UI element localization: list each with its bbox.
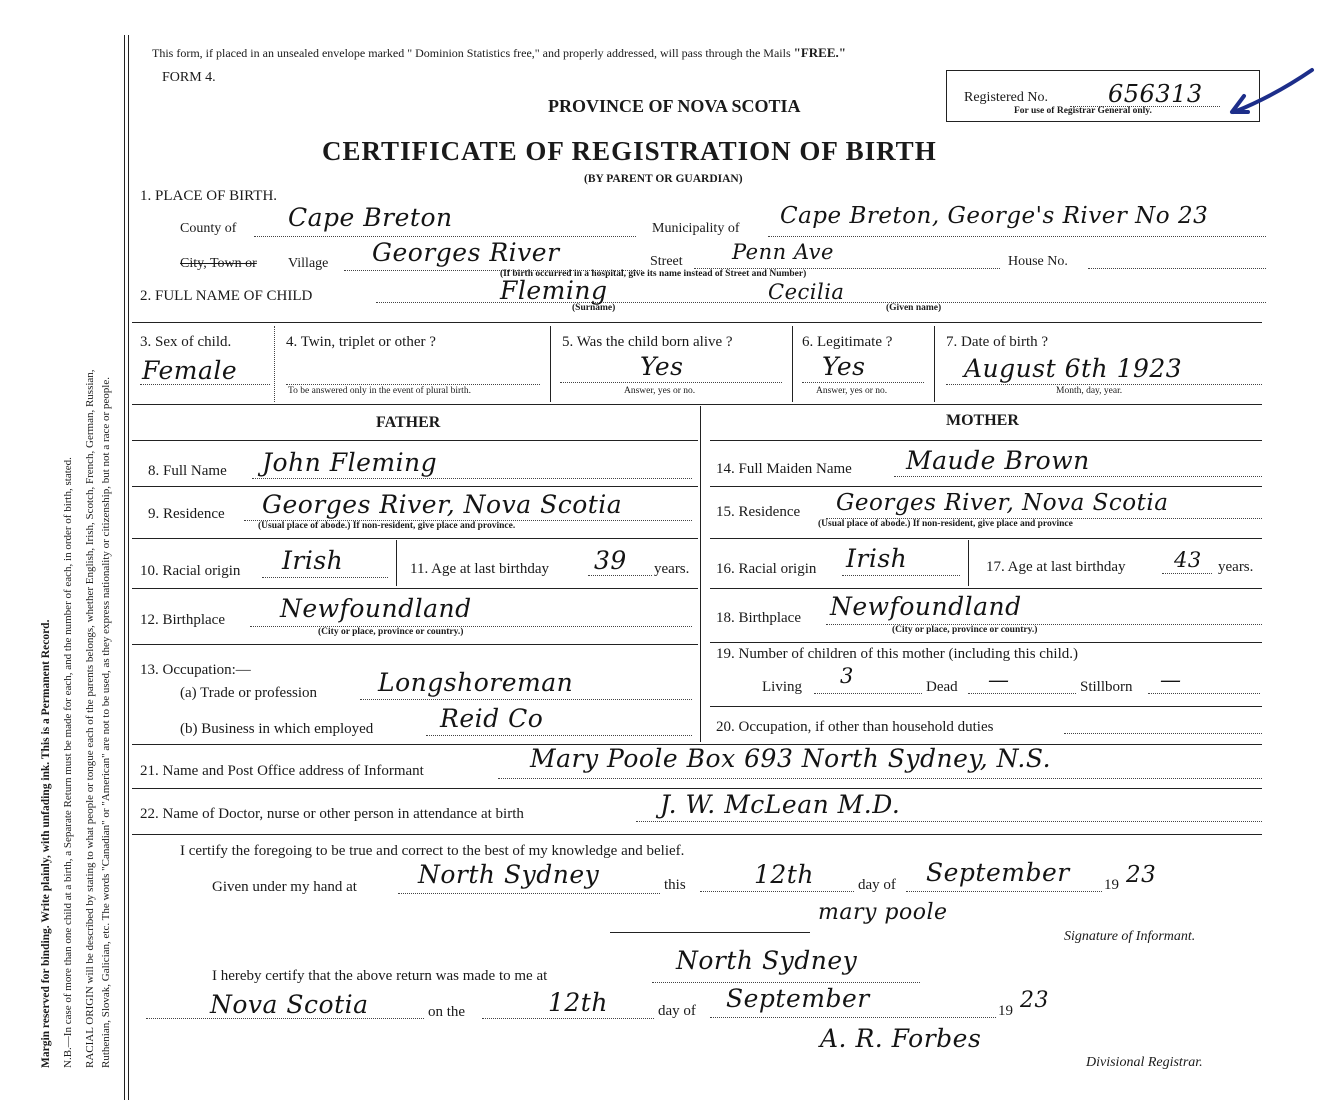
living-value: 3 xyxy=(840,664,854,688)
municipality-line xyxy=(768,236,1266,237)
father-racial-line xyxy=(262,577,388,578)
informant-label: 21. Name and Post Office address of Informant xyxy=(140,763,424,779)
certificate-title: CERTIFICATE OF REGISTRATION OF BIRTH xyxy=(322,136,937,166)
form-number: FORM 4. xyxy=(162,70,216,85)
margin-rule-inner xyxy=(128,35,129,1100)
trade-value: Longshoreman xyxy=(378,668,574,697)
mother-occupation-line xyxy=(1064,733,1262,734)
margin-note-racial-origin: RACIAL ORIGIN will be described by stating to what people or tongue each of the parents belongs, whether English, Irish, Scotch, French, German, Russian, xyxy=(84,369,96,1068)
province-heading: PROVINCE OF NOVA SCOTIA xyxy=(548,96,801,116)
county-value: Cape Breton xyxy=(288,203,453,232)
informant-signature-line-left xyxy=(610,932,810,933)
dead-label: Dead xyxy=(926,679,958,695)
village-label: Village xyxy=(288,256,329,271)
father-residence-note: (Usual place of abode.) If non-resident, give place and province. xyxy=(258,521,516,531)
sex-line xyxy=(140,384,270,385)
mother-residence-value: Georges River, Nova Scotia xyxy=(836,490,1169,516)
cert-month-line xyxy=(906,891,1102,892)
mother-occupation-label: 20. Occupation, if other than household duties xyxy=(716,719,994,735)
certificate-subtitle: (BY PARENT OR GUARDIAN) xyxy=(584,173,743,185)
twin-line xyxy=(286,384,540,385)
informant-line xyxy=(498,778,1262,779)
occupation-label: 13. Occupation:— xyxy=(140,662,251,678)
cert-day-value: 12th xyxy=(754,860,814,889)
sep-6 xyxy=(934,326,935,402)
living-label: Living xyxy=(762,679,802,695)
mother-age-line xyxy=(1162,573,1212,574)
father-heading-rule xyxy=(132,440,698,441)
hospital-note: (If birth occurred in a hospital, give its name instead of Street and Number) xyxy=(500,269,807,279)
alive-value: Yes xyxy=(640,352,684,381)
dob-line xyxy=(946,384,1262,385)
informant-value: Mary Poole Box 693 North Sydney, N.S. xyxy=(530,744,1052,773)
certification-statement: I certify the foregoing to be true and correct to the best of my knowledge and belief. xyxy=(180,843,685,859)
legitimate-note: Answer, yes or no. xyxy=(816,386,888,396)
margin-note-binding: Margin reserved for binding. Write plainly, with unfading ink. This is a Permanent Record. xyxy=(40,619,52,1068)
legitimate-value: Yes xyxy=(822,352,866,381)
father-heading: FATHER xyxy=(376,414,441,431)
registrar-signature-label: Divisional Registrar. xyxy=(1086,1055,1203,1070)
margin-rule xyxy=(124,35,125,1100)
registrar-month-value: September xyxy=(726,984,870,1013)
mother-rule-5 xyxy=(710,706,1262,707)
mother-racial-value: Irish xyxy=(846,544,908,573)
place-of-birth-label: 1. PLACE OF BIRTH. xyxy=(140,188,278,204)
doctor-label: 22. Name of Doctor, nurse or other person in attendance at birth xyxy=(140,806,524,822)
registrar-day-value: 12th xyxy=(548,988,608,1017)
father-rule-4 xyxy=(132,644,698,645)
child-name-label: 2. FULL NAME OF CHILD xyxy=(140,288,313,304)
margin-note-multiple-births: N.B.—In case of more than one child at a birth, a Separate Return must be made for each, and the number of each, in order of birth, stated. xyxy=(62,457,74,1068)
margin-notes xyxy=(0,0,128,1107)
business-value: Reid Co xyxy=(440,704,544,733)
given-place-value: North Sydney xyxy=(418,860,600,889)
doctor-value: J. W. McLean M.D. xyxy=(660,790,901,819)
mother-racial-label: 16. Racial origin xyxy=(716,561,817,577)
county-line xyxy=(254,236,636,237)
mother-rule-4 xyxy=(710,642,1262,643)
father-name-label: 8. Full Name xyxy=(148,463,227,479)
children-count-label: 19. Number of children of this mother (including this child.) xyxy=(716,646,1079,662)
given-place-line xyxy=(398,893,660,894)
given-label: Given under my hand at xyxy=(212,879,357,895)
cert-month-value: September xyxy=(926,858,1070,887)
sep-5 xyxy=(792,326,793,402)
father-birthplace-line xyxy=(250,626,692,627)
arrow-mark-icon xyxy=(1224,66,1316,122)
informant-signature: mary poole xyxy=(818,900,948,925)
surname-note: (Surname) xyxy=(572,303,616,313)
mother-name-label: 14. Full Maiden Name xyxy=(716,461,852,477)
legitimate-line xyxy=(802,382,924,383)
father-sep-age xyxy=(396,540,397,586)
doctor-line xyxy=(636,821,1262,822)
mother-age-value: 43 xyxy=(1174,548,1202,572)
county-label: County of xyxy=(180,221,237,236)
business-label: (b) Business in which employed xyxy=(180,721,374,737)
dead-value: — xyxy=(988,668,1010,692)
father-birthplace-label: 12. Birthplace xyxy=(140,612,225,628)
dob-label: 7. Date of birth ? xyxy=(946,334,1049,350)
business-line xyxy=(426,735,692,736)
mother-birthplace-value: Newfoundland xyxy=(830,592,1022,621)
house-no-label: House No. xyxy=(1008,254,1068,269)
father-years: years. xyxy=(654,561,690,577)
cert-day-line xyxy=(700,891,854,892)
registrar-day-line xyxy=(482,1018,654,1019)
child-surname: Fleming xyxy=(500,276,608,305)
mother-racial-line xyxy=(842,575,960,576)
mother-residence-label: 15. Residence xyxy=(716,504,801,520)
rule-1 xyxy=(132,322,1262,323)
dob-note: Month, day, year. xyxy=(1056,386,1123,396)
mail-notice: This form, if placed in an unsealed envelope marked " Dominion Statistics free," and properly addressed, will pass through the Mails "FREE." xyxy=(152,45,846,60)
father-racial-value: Irish xyxy=(282,546,344,575)
stillborn-label: Stillborn xyxy=(1080,679,1133,695)
father-residence-label: 9. Residence xyxy=(148,506,225,522)
mother-rule-3 xyxy=(710,588,1262,589)
registrar-statement: I hereby certify that the above return was made to me at xyxy=(212,968,548,984)
mother-residence-note: (Usual place of abode.) If non-resident, give place and province xyxy=(818,519,1073,529)
father-birthplace-value: Newfoundland xyxy=(280,594,472,623)
sep-4 xyxy=(550,326,551,402)
village-value: Georges River xyxy=(372,238,560,267)
twin-note: To be answered only in the event of plural birth. xyxy=(288,386,471,396)
mother-age-label: 17. Age at last birthday xyxy=(986,559,1126,575)
registrar-place-line2: Nova Scotia xyxy=(210,990,369,1019)
father-rule-2 xyxy=(132,538,698,539)
cert-year-prefix: 19 xyxy=(1104,877,1119,893)
father-racial-label: 10. Racial origin xyxy=(140,563,241,579)
mother-name-value: Maude Brown xyxy=(906,446,1090,475)
street-label: Street xyxy=(650,254,683,269)
municipality-label: Municipality of xyxy=(652,221,740,236)
trade-label: (a) Trade or profession xyxy=(180,685,318,701)
rule-4 xyxy=(132,788,1262,789)
mother-name-line xyxy=(894,476,1262,477)
registrar-place-line2-rule xyxy=(146,1018,424,1019)
mother-rule-1 xyxy=(710,486,1262,487)
registrar-place-line1: North Sydney xyxy=(676,946,858,975)
mother-birthplace-label: 18. Birthplace xyxy=(716,610,801,626)
registered-number: 656313 xyxy=(1108,80,1203,108)
rule-5 xyxy=(132,834,1262,835)
alive-line xyxy=(560,382,782,383)
registrar-year-prefix: 19 xyxy=(998,1003,1013,1019)
father-birthplace-note: (City or place, province or country.) xyxy=(318,627,464,637)
registrar-note: For use of Registrar General only. xyxy=(1014,106,1152,116)
registrar-signature: A. R. Forbes xyxy=(820,1024,982,1053)
mother-heading: MOTHER xyxy=(946,412,1019,429)
house-no-line xyxy=(1088,268,1266,269)
father-age-value: 39 xyxy=(594,546,627,575)
stillborn-value: — xyxy=(1160,668,1182,692)
cert-dayof-label: day of xyxy=(858,877,896,893)
father-rule-1 xyxy=(132,486,698,487)
sex-label: 3. Sex of child. xyxy=(140,334,232,350)
alive-label: 5. Was the child born alive ? xyxy=(562,334,733,350)
father-age-label: 11. Age at last birthday xyxy=(410,561,549,577)
stillborn-line xyxy=(1148,693,1260,694)
twin-label: 4. Twin, triplet or other ? xyxy=(286,334,436,350)
cert-year-value: 23 xyxy=(1126,862,1157,888)
city-town-label: City, Town or xyxy=(180,256,257,271)
this-label: this xyxy=(664,877,686,893)
street-value: Penn Ave xyxy=(732,240,834,264)
mother-years: years. xyxy=(1218,559,1254,575)
legitimate-label: 6. Legitimate ? xyxy=(802,334,893,350)
rule-2 xyxy=(132,404,1262,405)
registrar-on-the-label: on the xyxy=(428,1004,466,1020)
registrar-dayof-label: day of xyxy=(658,1003,696,1019)
margin-note-nationality: Ruthenian, Slovak, Galician, etc. The words "Canadian" or "American" are not to be used, as they express nationality or citizenship, but not a race or people. xyxy=(100,377,112,1068)
mother-rule-2 xyxy=(710,538,1262,539)
alive-note: Answer, yes or no. xyxy=(624,386,696,396)
center-divider xyxy=(700,406,701,742)
father-rule-3 xyxy=(132,588,698,589)
informant-signature-label: Signature of Informant. xyxy=(1064,929,1196,944)
child-given-name: Cecilia xyxy=(768,280,845,304)
sex-value: Female xyxy=(142,356,238,385)
registrar-year-value: 23 xyxy=(1020,988,1049,1013)
dob-value: August 6th 1923 xyxy=(964,354,1183,383)
registered-label: Registered No. xyxy=(964,90,1048,105)
registrar-place-line xyxy=(652,982,920,983)
father-age-line xyxy=(588,575,652,576)
municipality-value: Cape Breton, George's River No 23 xyxy=(780,203,1209,229)
sep-3 xyxy=(274,326,275,402)
registrar-month-line xyxy=(710,1017,996,1018)
trade-line xyxy=(360,699,692,700)
mother-heading-rule xyxy=(710,440,1262,441)
mother-sep-age xyxy=(968,540,969,586)
father-name-value: John Fleming xyxy=(262,448,438,477)
living-line xyxy=(814,693,922,694)
father-name-line xyxy=(252,478,692,479)
dead-line xyxy=(968,693,1076,694)
mother-birthplace-note: (City or place, province or country.) xyxy=(892,625,1038,635)
father-residence-value: Georges River, Nova Scotia xyxy=(262,490,623,519)
given-name-note: (Given name) xyxy=(886,303,942,313)
